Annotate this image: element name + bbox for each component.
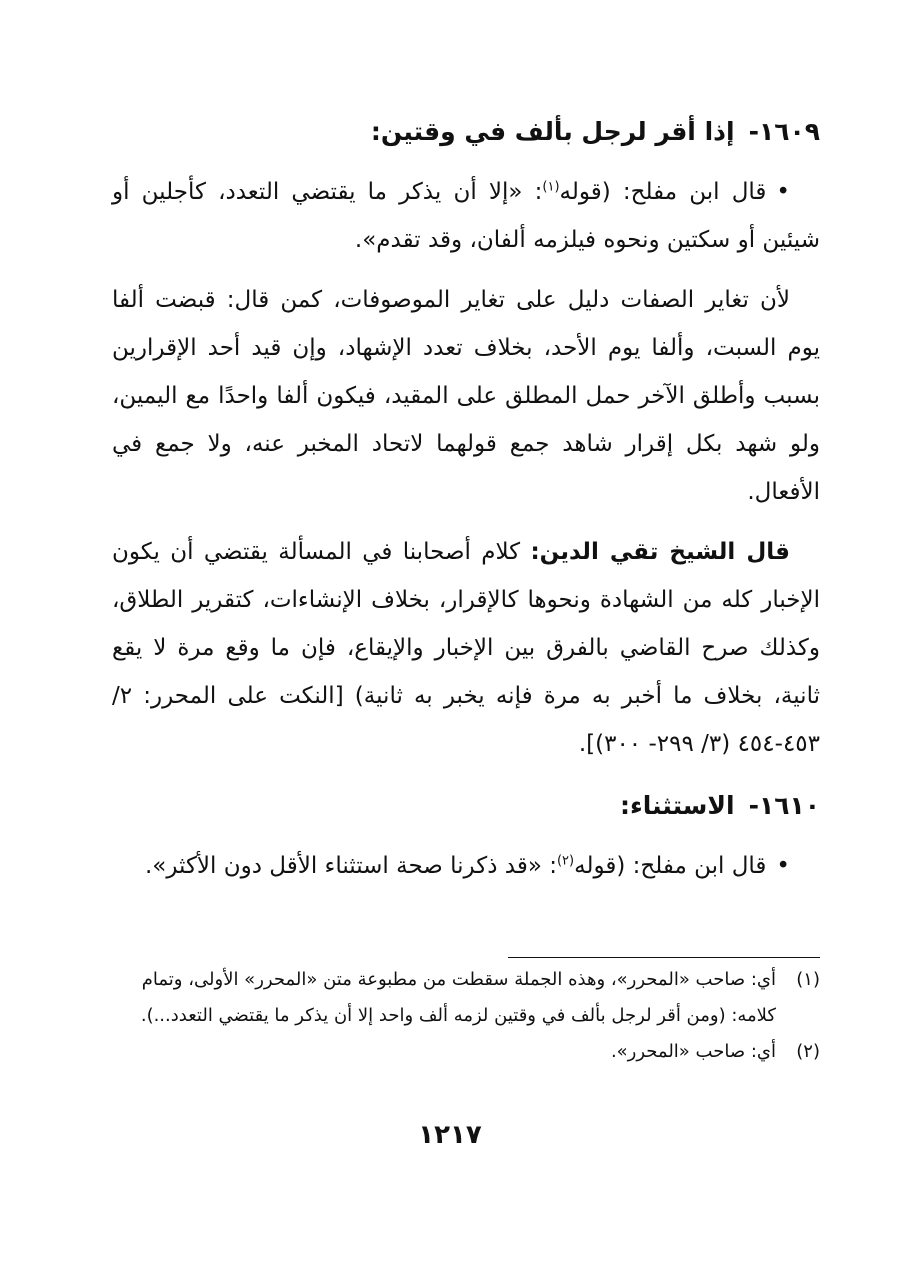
footnote-ref: (١) xyxy=(542,179,560,195)
spacer xyxy=(112,264,820,276)
section-title: الاستثناء: xyxy=(620,791,735,820)
section-heading-1609 xyxy=(112,108,820,156)
bullet-icon: • xyxy=(776,853,790,879)
footnote-divider xyxy=(508,957,820,958)
paragraph-sheikh-taqi xyxy=(112,528,820,768)
paragraph-lead: قال ابن مفلح: (قوله xyxy=(559,179,767,205)
footnote-text: أي: صاحب «المحرر». xyxy=(610,1041,776,1062)
section-heading-1610 xyxy=(112,782,820,830)
section-number: ١٦٠٩- xyxy=(748,117,820,146)
footnote-number: (٢) xyxy=(796,1041,820,1062)
section-title: إذا أقر لرجل بألف في وقتين: xyxy=(370,117,735,146)
page-body xyxy=(112,108,820,890)
footnotes xyxy=(112,962,820,1070)
spacer xyxy=(112,768,820,782)
page-number: ١٢١٧ xyxy=(418,1120,482,1150)
paragraph-ibn-muflih-2 xyxy=(112,842,820,890)
paragraph-ibn-muflih-1 xyxy=(112,168,820,264)
paragraph-text: لأن تغاير الصفات دليل على تغاير الموصوفات، كمن قال: قبضت ألفا يوم السبت، وألفا يوم الأحد، بخلاف تعدد الإشهاد، وإن قيد أحد الإقرارين بسبب وأطلق الآخر حمل المطلق على المقيد، فيكون ألفا واحدًا مع اليمين، ولو شهد بكل إقرار شاهد جمع قولهما لاتحاد المخبر عنه، ولا جمع في الأفعال. xyxy=(112,287,820,505)
spacer xyxy=(112,830,820,842)
paragraph-text: : «قد ذكرنا صحة استثناء الأقل دون الأكثر». xyxy=(144,853,557,879)
section-number: ١٦١٠- xyxy=(748,791,820,820)
paragraph-text: : «إلا أن يذكر ما يقتضي التعدد، كأجلين أو شيئين أو سكتين ونحوه فيلزمه ألفان، وقد تقدم». xyxy=(112,179,820,253)
footnote-number: (١) xyxy=(796,969,820,990)
footnote-item xyxy=(112,962,820,1034)
footnote-text: أي: صاحب «المحرر»، وهذه الجملة سقطت من مطبوعة متن «المحرر» الأولى، وتمام كلامه: (ومن أقر لرجل بألف في وقتين لزمه ألف واحد إلا أن يذكر ما يقتضي التعدد...). xyxy=(140,969,776,1026)
paragraph-lead: قال الشيخ تقي الدين: xyxy=(530,539,790,565)
paragraph-text: كلام أصحابنا في المسألة يقتضي أن يكون الإخبار كله من الشهادة ونحوها كالإقرار، بخلاف الإنشاءات، كتقرير الطلاق، وكذلك صرح القاضي بالفرق بين الإخبار والإيقاع، فإن ما وقع مرة لا يقع ثانية، بخلاف ما أخبر به مرة فإنه يخبر به ثانية) [النكت على المحرر: ٢/ ٤٥٣-٤٥٤ (٣/ ٢٩٩- ٣٠٠)]. xyxy=(112,539,820,757)
spacer xyxy=(112,156,820,168)
spacer xyxy=(112,516,820,528)
footnote-item xyxy=(112,1034,820,1070)
paragraph-lead: قال ابن مفلح: (قوله xyxy=(574,853,767,879)
bullet-icon: • xyxy=(776,179,790,205)
footnote-ref: (٢) xyxy=(556,853,575,869)
paragraph-explanation xyxy=(112,276,820,516)
